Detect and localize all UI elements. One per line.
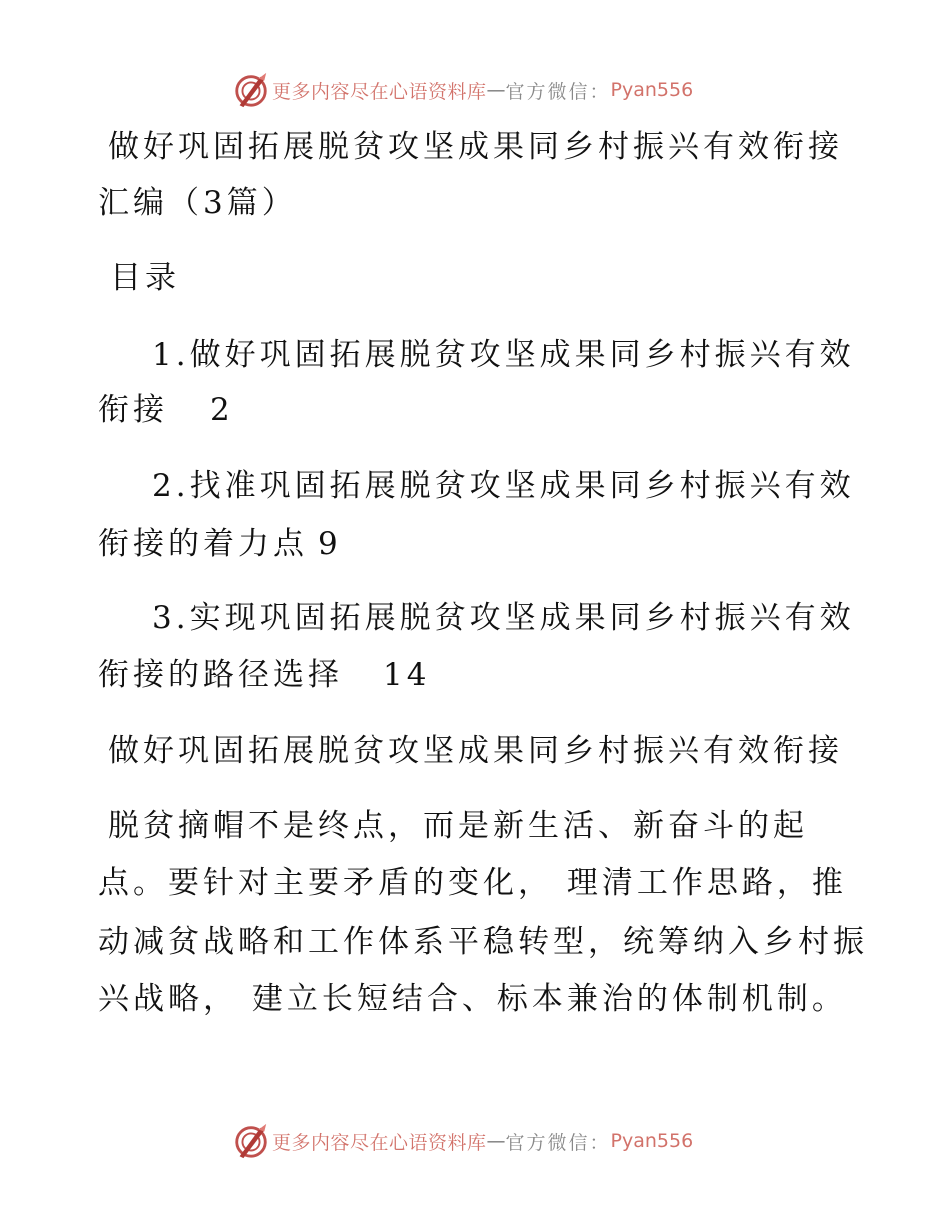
quill-logo-icon <box>232 71 270 109</box>
watermark-wechat-label: 官方微信： <box>505 80 611 103</box>
paragraph-line-2: 点。要针对主要矛盾的变化， 理清工作思路，推 <box>98 865 847 901</box>
toc-item-3-line-1[interactable]: 3.实现巩固拓展脱贫攻坚成果同乡村振兴有效 <box>152 600 855 636</box>
toc-item-3-line-2[interactable] <box>98 655 430 695</box>
doc-title-line-2: 汇编（3篇） <box>98 185 297 221</box>
toc-heading: 目录 <box>110 260 180 296</box>
section-title: 做好巩固拓展脱贫攻坚成果同乡村振兴有效衔接 <box>108 733 843 769</box>
toc-item-1-line-2[interactable] <box>98 390 234 430</box>
header-watermark <box>232 70 693 110</box>
paragraph-line-4: 兴战略， 建立长短结合、标本兼治的体制机制。 <box>98 981 847 1017</box>
toc-item-2-page: 9 <box>318 526 342 562</box>
toc-item-1-line-1[interactable]: 1.做好巩固拓展脱贫攻坚成果同乡村振兴有效 <box>152 337 855 373</box>
watermark-brand: 更多内容尽在心语资料库 <box>272 80 487 103</box>
footer-watermark <box>232 1121 693 1161</box>
paragraph-line-3: 动减贫战略和工作体系平稳转型，统筹纳入乡村振 <box>98 924 868 960</box>
quill-logo-icon <box>232 1122 270 1160</box>
toc-item-1-page: 2 <box>210 392 234 428</box>
watermark-wechat-id: Pyan556 <box>610 1130 694 1152</box>
watermark-separator: — <box>486 1130 506 1152</box>
toc-item-3-page: 14 <box>383 657 431 693</box>
paragraph-line-1: 脱贫摘帽不是终点，而是新生活、新奋斗的起 <box>108 808 808 844</box>
toc-item-3-text: 衔接的路径选择 <box>98 657 343 693</box>
watermark-wechat-id: Pyan556 <box>610 79 694 101</box>
watermark-separator: — <box>486 79 506 101</box>
toc-item-2-line-1[interactable]: 2.找准巩固拓展脱贫攻坚成果同乡村振兴有效 <box>152 468 855 504</box>
doc-title-line-1: 做好巩固拓展脱贫攻坚成果同乡村振兴有效衔接 <box>108 129 843 165</box>
toc-item-2-text: 衔接的着力点 <box>98 526 308 562</box>
toc-item-1-text: 衔接 <box>98 392 168 428</box>
watermark-brand: 更多内容尽在心语资料库 <box>272 1131 487 1154</box>
toc-item-2-line-2[interactable] <box>98 524 342 564</box>
watermark-wechat-label: 官方微信： <box>505 1131 611 1154</box>
